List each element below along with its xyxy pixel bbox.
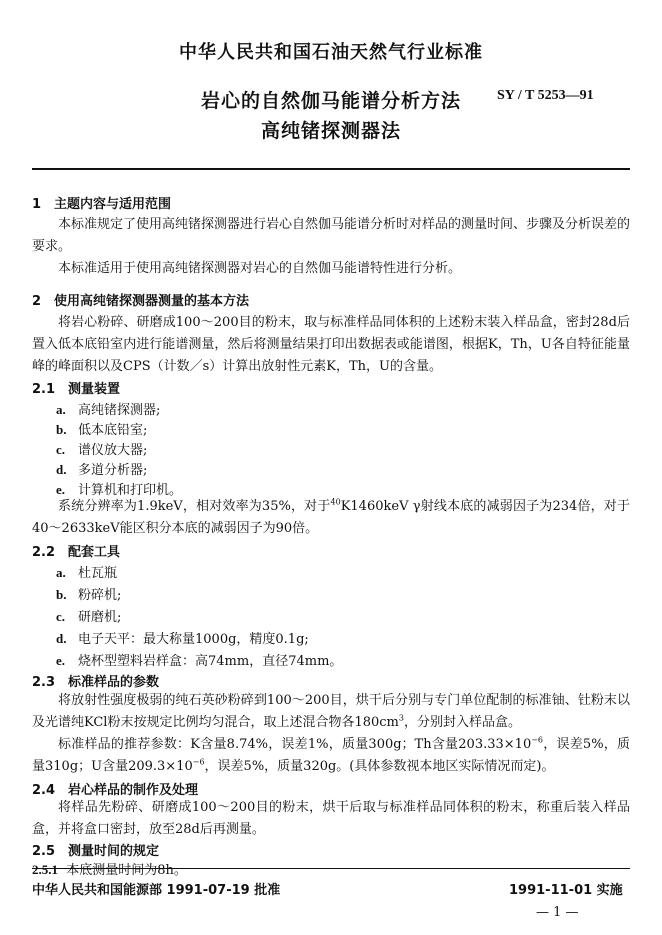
section-2-3-para-1 bbox=[32, 690, 630, 734]
superscript: 40 bbox=[330, 497, 341, 507]
list-item-text: 计算机和打印机。 bbox=[78, 483, 183, 498]
section-2-3-para-2 bbox=[32, 734, 630, 778]
effective-date: 1991-11-01 实施 bbox=[509, 883, 623, 898]
section-2-5-heading: 2.5 测量时间的规定 bbox=[32, 844, 160, 859]
list-item bbox=[56, 650, 342, 669]
list-item bbox=[56, 439, 147, 458]
list-item-text: 低本底铅室; bbox=[78, 423, 148, 438]
section-2-para-1: 将岩心粉碎、研磨成100～200目的粉末，取与标准样品同体积的上述粉末装入样品盒，密封28d后置入低本底铅室内进行能谱测量，然后将测量结果打印出数据表或能谱图，根据K，Th，U各自特征能量峰的峰面积以及CPS（计数／s）计算出放射性元素K，Th，U的含量。 bbox=[32, 315, 630, 374]
list-item bbox=[56, 419, 147, 438]
text-run: ，分别封入样品盒。 bbox=[403, 715, 521, 730]
list-item bbox=[56, 399, 160, 418]
list-item bbox=[56, 628, 309, 647]
section-2-2-heading: 2.2 配套工具 bbox=[32, 545, 121, 560]
list-item-text: 粉碎机; bbox=[78, 588, 122, 603]
section-2-1-para bbox=[32, 496, 630, 540]
text-run: 将放射性强度极弱的纯石英砂粉碎到100～200目，烘干后分别与专门单位配制的标准铀、钍粉末以及光谱纯KCl粉末按规定比例均匀混合，取上述混合物各180cm bbox=[32, 693, 630, 730]
approval-line: 中华人民共和国能源部 1991-07-19 批准 bbox=[32, 883, 281, 898]
superscript: 3 bbox=[398, 713, 404, 723]
superscript: −6 bbox=[531, 735, 544, 745]
superscript: −6 bbox=[192, 757, 205, 767]
footer-divider bbox=[32, 868, 630, 869]
text-run: K1460keV γ射线本底的减弱因子为234倍，对于40～2633keV能区积分本底的减弱因子为90倍。 bbox=[32, 499, 630, 536]
section-2-3-heading: 2.3 标准样品的参数 bbox=[32, 675, 160, 690]
list-item-label: a. bbox=[56, 402, 66, 417]
list-item-text: 电子天平：最大称量1000g，精度0.1g; bbox=[78, 632, 309, 647]
list-item bbox=[56, 584, 121, 603]
section-2-5-1-text: 本底测量时间为8h。 bbox=[66, 863, 187, 878]
list-item bbox=[56, 562, 117, 581]
list-item-label: b. bbox=[56, 587, 67, 602]
list-item-text: 烧杯型塑料岩样盒：高74mm，直径74mm。 bbox=[78, 654, 343, 669]
header-divider bbox=[32, 168, 630, 170]
list-item-label: a. bbox=[56, 565, 66, 580]
list-item-label: c. bbox=[56, 609, 66, 624]
list-item-label: e. bbox=[56, 653, 66, 668]
list-item bbox=[56, 459, 147, 478]
list-item-label: c. bbox=[56, 442, 66, 457]
list-item-label: e. bbox=[56, 482, 66, 497]
section-2-4-para: 将样品先粉碎、研磨成100～200目的粉末，烘干后取与标准样品同体积的粉末，称重后装入样品盒，并将盒口密封，放至28d后再测量。 bbox=[32, 800, 630, 837]
text-run: ，误差5%，质量310g；U含量209.3×10 bbox=[32, 737, 631, 774]
list-item-label: d. bbox=[56, 462, 67, 477]
list-item-text: 研磨机; bbox=[78, 610, 122, 625]
text-run: ，误差5%，质量320g。(具体参数视本地区实际情况而定)。 bbox=[204, 759, 555, 774]
section-2-heading: 2 使用高纯锗探测器测量的基本方法 bbox=[32, 294, 250, 309]
section-1-para-1: 本标准规定了使用高纯锗探测器进行岩心自然伽马能谱分析时对样品的测量时间、步骤及分析误差的要求。 bbox=[32, 217, 631, 254]
section-2-5-1-label: 2.5.1 bbox=[32, 862, 58, 877]
list-item-label: d. bbox=[56, 631, 67, 646]
list-item-text: 谱仪放大器; bbox=[78, 443, 148, 458]
list-item bbox=[56, 606, 121, 625]
document-title-line1: 岩心的自然伽马能谱分析方法 bbox=[200, 90, 461, 112]
list-item-text: 高纯锗探测器; bbox=[78, 403, 161, 418]
section-2-4-heading: 2.4 岩心样品的制作及处理 bbox=[32, 783, 199, 798]
section-1-heading: 1 主题内容与适用范围 bbox=[32, 197, 172, 212]
text-run: 标准样品的推荐参数：K含量8.74%，误差1%，质量300g；Th含量203.33×10 bbox=[58, 737, 532, 752]
list-item-text: 多道分析器; bbox=[78, 463, 148, 478]
standard-org-header: 中华人民共和国石油天然气行业标准 bbox=[179, 42, 483, 63]
list-item-label: b. bbox=[56, 422, 67, 437]
standard-code: SY / T 5253—91 bbox=[497, 88, 594, 103]
section-2-1-heading: 2.1 测量装置 bbox=[32, 382, 121, 397]
list-item-text: 杜瓦瓶 bbox=[78, 566, 118, 581]
section-1-para-2: 本标准适用于使用高纯锗探测器对岩心的自然伽马能谱特性进行分析。 bbox=[58, 261, 462, 276]
document-title-line2: 高纯锗探测器法 bbox=[260, 120, 401, 142]
page-number: — 1 — bbox=[536, 905, 579, 920]
text-run: 系统分辨率为1.9keV，相对效率为35%，对于 bbox=[58, 499, 331, 514]
